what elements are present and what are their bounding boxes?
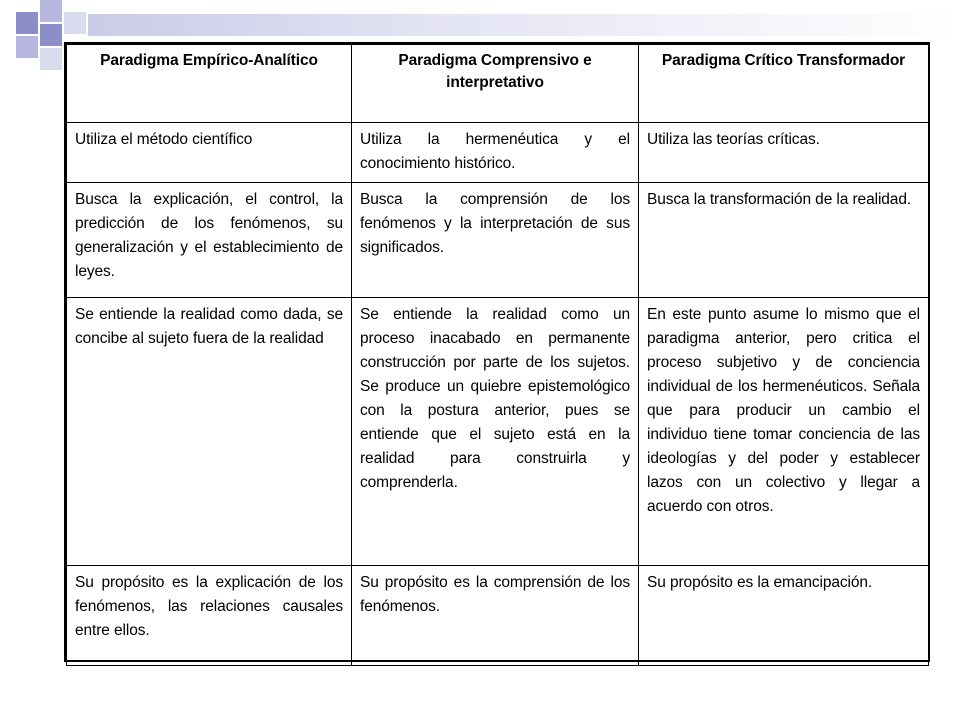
table-cell: Se entiende la realidad como un proceso inacabado en permanente construcción por parte de los sujetos. Se produce un quiebre epistemológico con la postura anterior, pues se entiende que el sujeto está en la realidad para construirla y comprenderla. <box>352 298 639 566</box>
header-critico-transformador: Paradigma Crítico Transformador <box>639 45 929 123</box>
table-row <box>67 566 929 666</box>
table-cell: Utiliza el método científico <box>67 123 352 183</box>
decor-square <box>40 0 62 22</box>
decor-square <box>16 36 38 58</box>
header-comprensivo-interpretativo: Paradigma Comprensivo e interpretativo <box>352 45 639 123</box>
decor-square <box>16 12 38 34</box>
header-empirico-analitico: Paradigma Empírico-Analítico <box>67 45 352 123</box>
decor-square <box>40 48 62 70</box>
table-cell: Se entiende la realidad como dada, se concibe al sujeto fuera de la realidad <box>67 298 352 566</box>
table-row <box>67 123 929 183</box>
paradigm-comparison-table <box>66 44 929 666</box>
comparison-table-container <box>64 42 930 662</box>
table-cell: Su propósito es la explicación de los fenómenos, las relaciones causales entre ellos. <box>67 566 352 666</box>
table-row <box>67 183 929 298</box>
decor-square <box>64 12 86 34</box>
table-cell: Busca la transformación de la realidad. <box>639 183 929 298</box>
table-header-row <box>67 45 929 123</box>
decor-square <box>40 24 62 46</box>
table-cell: Busca la comprensión de los fenómenos y la interpretación de sus significados. <box>352 183 639 298</box>
table-row <box>67 298 929 566</box>
slide-top-bar <box>88 14 960 36</box>
table-cell: Su propósito es la emancipación. <box>639 566 929 666</box>
table-cell: Busca la explicación, el control, la predicción de los fenómenos, su generalización y el establecimiento de leyes. <box>67 183 352 298</box>
table-cell: Utiliza las teorías críticas. <box>639 123 929 183</box>
table-cell: Su propósito es la comprensión de los fenómenos. <box>352 566 639 666</box>
table-cell: En este punto asume lo mismo que el paradigma anterior, pero critica el proceso subjetivo y de conciencia individual de los hermenéuticos. Señala que para producir un cambio el individuo tiene tomar conciencia de las ideologías y del poder y establecer lazos con un colectivo y llegar a acuerdo con otros. <box>639 298 929 566</box>
table-cell: Utiliza la hermenéutica y el conocimiento histórico. <box>352 123 639 183</box>
